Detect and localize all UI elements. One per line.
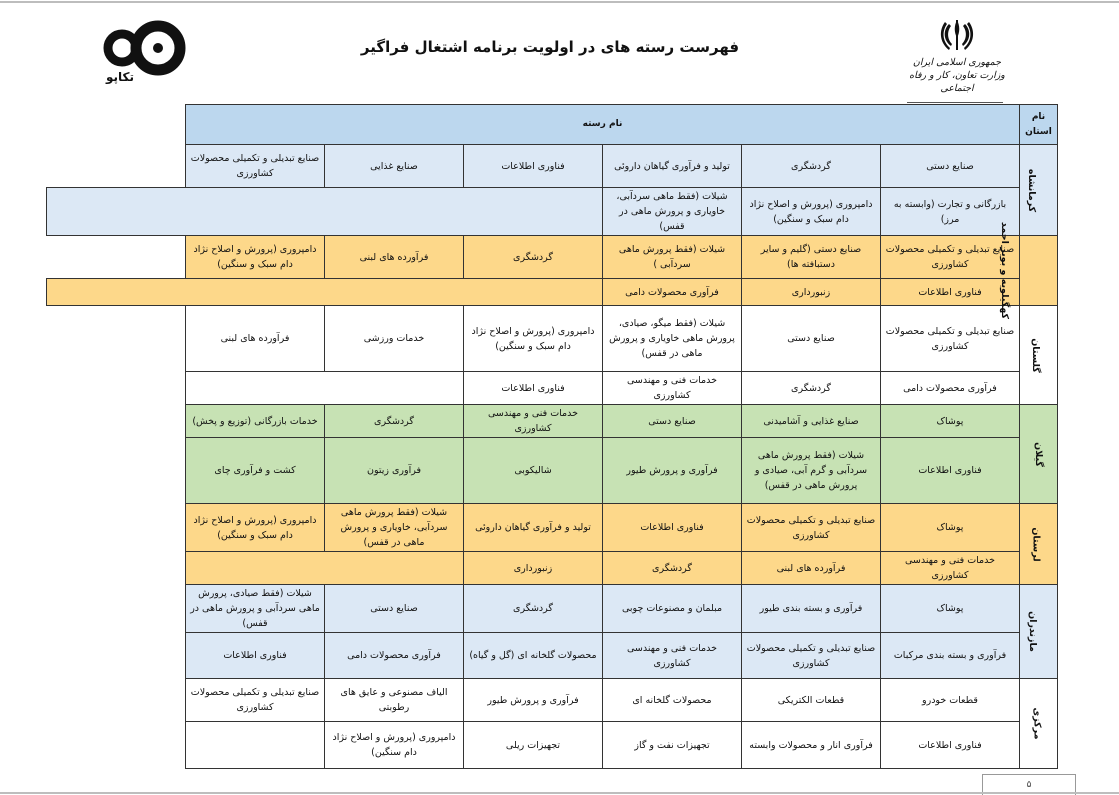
table-row bbox=[47, 552, 1058, 585]
table-cell: گردشگری bbox=[603, 552, 742, 585]
table-cell: گردشگری bbox=[742, 372, 881, 405]
table-cell: تجهیزات نفت و گاز bbox=[603, 722, 742, 769]
table-row bbox=[47, 405, 1058, 438]
top-rule bbox=[0, 1, 1119, 3]
table-cell: صنایع تبدیلی و تکمیلی محصولات کشاورزی bbox=[881, 306, 1020, 372]
table-cell: تولید و فرآوری گیاهان داروئی bbox=[603, 145, 742, 188]
table-cell: خدمات بازرگانی (توزیع و پخش) bbox=[186, 405, 325, 438]
table-cell: شالیکوبی bbox=[464, 438, 603, 504]
table-cell: فرآورده های لبنی bbox=[742, 552, 881, 585]
table-cell: گردشگری bbox=[464, 236, 603, 279]
table-cell: بازرگانی و تجارت (وابسته به مرز) bbox=[881, 188, 1020, 236]
table-cell: فرآورده های لبنی bbox=[325, 236, 464, 279]
table-cell: محصولات گلخانه ای bbox=[603, 679, 742, 722]
province-name: گلستان bbox=[1030, 337, 1042, 373]
table-row bbox=[47, 372, 1058, 405]
table-cell: پوشاک bbox=[881, 585, 1020, 633]
table-cell: فرآوری محصولات دامی bbox=[325, 633, 464, 679]
rasteh-header: نام رسته bbox=[186, 105, 1020, 145]
table-row bbox=[47, 438, 1058, 504]
table-cell: فناوری اطلاعات bbox=[186, 633, 325, 679]
table-cell: کشت و فرآوری چای bbox=[186, 438, 325, 504]
table-cell: تجهیزات ریلی bbox=[464, 722, 603, 769]
table-cell: شیلات (فقط پرورش ماهی سردآبی، خاویاری و پرورش ماهی در قفس) bbox=[325, 504, 464, 552]
ministry-underline bbox=[907, 102, 1003, 103]
bottom-rule bbox=[0, 792, 1119, 794]
rasteh-table bbox=[46, 104, 1058, 769]
table-cell: فرآوری و پرورش طیور bbox=[464, 679, 603, 722]
table-cell bbox=[47, 279, 603, 306]
province-name: مرکزی bbox=[1031, 707, 1043, 740]
table-cell: دامپروری (پرورش و اصلاح نژاد دام سبک و سنگین) bbox=[464, 306, 603, 372]
province-name: کرمانشاه bbox=[1025, 168, 1037, 212]
table-cell: قطعات خودرو bbox=[881, 679, 1020, 722]
table-row bbox=[47, 633, 1058, 679]
table-cell: صنایع دستی (گلیم و سایر دستبافته ها) bbox=[742, 236, 881, 279]
table-cell: فناوری اطلاعات bbox=[881, 438, 1020, 504]
table-cell: خدمات ورزشی bbox=[325, 306, 464, 372]
province-cell bbox=[998, 221, 1058, 320]
table-cell: دامپروری (پرورش و اصلاح نژاد دام سنگین) bbox=[325, 722, 464, 769]
province-cell bbox=[1020, 145, 1058, 236]
table-cell: دامپروری (پرورش و اصلاح نژاد دام سبک و سنگین) bbox=[186, 504, 325, 552]
province-name: گیلان bbox=[1032, 441, 1044, 467]
province-name: کهگیلویه و بویر احمد bbox=[998, 221, 1010, 320]
table-cell: زنبورداری bbox=[464, 552, 603, 585]
table-row bbox=[47, 236, 1058, 279]
table-cell: صنایع دستی bbox=[742, 306, 881, 372]
table-cell: صنایع غذایی bbox=[325, 145, 464, 188]
table-cell bbox=[47, 188, 603, 236]
table-cell bbox=[186, 372, 464, 405]
province-cell bbox=[1020, 405, 1058, 504]
table-cell: صنایع تبدیلی و تکمیلی محصولات کشاورزی bbox=[186, 679, 325, 722]
table-row bbox=[47, 188, 1058, 236]
table-row bbox=[47, 279, 1058, 306]
table-cell: صنایع تبدیلی و تکمیلی محصولات کشاورزی bbox=[881, 236, 1020, 279]
table-cell: فرآوری محصولات دامی bbox=[881, 372, 1020, 405]
ministry-line-1: جمهوری اسلامی ایران bbox=[912, 57, 1002, 68]
table-cell: صنایع تبدیلی و تکمیلی محصولات کشاورزی bbox=[742, 633, 881, 679]
logo-text: تکاپو bbox=[105, 70, 135, 84]
table-cell: فناوری اطلاعات bbox=[464, 145, 603, 188]
table-cell: شیلات (فقط صیادی، پرورش ماهی سردآبی و پرورش ماهی در قفس) bbox=[186, 585, 325, 633]
table-cell: گردشگری bbox=[742, 145, 881, 188]
table-cell: فناوری اطلاعات bbox=[881, 722, 1020, 769]
table-cell: دامپروری (پرورش و اصلاح نژاد دام سبک و سنگین) bbox=[742, 188, 881, 236]
table-cell: شیلات (فقط میگو، صیادی، پرورش ماهی خاویاری و پرورش ماهی در قفس) bbox=[603, 306, 742, 372]
table-cell: فرآوری زیتون bbox=[325, 438, 464, 504]
table-cell: زنبورداری bbox=[742, 279, 881, 306]
table-cell: صنایع دستی bbox=[881, 145, 1020, 188]
province-name: لرستان bbox=[1030, 526, 1042, 562]
table-row bbox=[47, 504, 1058, 552]
province-name: مازندران bbox=[1027, 611, 1039, 652]
table-cell: فرآوری محصولات دامی bbox=[603, 279, 742, 306]
table-cell bbox=[186, 722, 325, 769]
table-cell: پوشاک bbox=[881, 504, 1020, 552]
ministry-line-2: وزارت تعاون، کار و رفاه اجتماعی bbox=[909, 70, 1005, 94]
table-cell: فرآوری و بسته بندی مرکبات bbox=[881, 633, 1020, 679]
table-cell: شیلات (فقط پرورش ماهی سردآبی ) bbox=[603, 236, 742, 279]
table-row bbox=[47, 679, 1058, 722]
province-cell bbox=[1020, 306, 1058, 405]
table-cell: فناوری اطلاعات bbox=[464, 372, 603, 405]
table-row bbox=[47, 145, 1058, 188]
province-header: نام استان bbox=[1020, 105, 1058, 145]
table-cell bbox=[186, 552, 464, 585]
page-title: فهرست رسته های در اولویت برنامه اشتغال فراگیر bbox=[360, 38, 740, 56]
table-cell: صنایع دستی bbox=[325, 585, 464, 633]
table-cell: صنایع غذایی و آشامیدنی bbox=[742, 405, 881, 438]
table-cell: الیاف مصنوعی و عایق های رطوبتی bbox=[325, 679, 464, 722]
iran-emblem-icon bbox=[937, 18, 977, 52]
table-cell: دامپروری (پرورش و اصلاح نژاد دام سبک و سنگین) bbox=[186, 236, 325, 279]
table-cell: صنایع دستی bbox=[603, 405, 742, 438]
province-cell bbox=[1020, 504, 1058, 585]
table-row bbox=[47, 306, 1058, 372]
table-cell: گردشگری bbox=[325, 405, 464, 438]
table-cell: خدمات فنی و مهندسی کشاورزی bbox=[464, 405, 603, 438]
table-cell: تولید و فرآوری گیاهان داروئی bbox=[464, 504, 603, 552]
table-cell: قطعات الکتریکی bbox=[742, 679, 881, 722]
table-cell: فرآوری انار و محصولات وابسته bbox=[742, 722, 881, 769]
table-cell: فناوری اطلاعات bbox=[881, 279, 1020, 306]
table-cell: گردشگری bbox=[464, 585, 603, 633]
table-cell: فناوری اطلاعات bbox=[603, 504, 742, 552]
table-row bbox=[47, 722, 1058, 769]
table-cell: مبلمان و مصنوعات چوبی bbox=[603, 585, 742, 633]
table-cell: شیلات (فقط پرورش ماهی سردآبی و گرم آبی، صیادی و پرورش ماهی در قفس) bbox=[742, 438, 881, 504]
table-cell: محصولات گلخانه ای (گل و گیاه) bbox=[464, 633, 603, 679]
province-cell bbox=[1020, 585, 1058, 679]
ministry-logo bbox=[897, 18, 1017, 103]
table-cell: فرآوری و بسته بندی طیور bbox=[742, 585, 881, 633]
table-cell: صنایع تبدیلی و تکمیلی محصولات کشاورزی bbox=[186, 145, 325, 188]
table-cell: فرآورده های لبنی bbox=[186, 306, 325, 372]
table-cell: خدمات فنی و مهندسی کشاورزی bbox=[603, 372, 742, 405]
table-cell: صنایع تبدیلی و تکمیلی محصولات کشاورزی bbox=[742, 504, 881, 552]
table-cell: پوشاک bbox=[881, 405, 1020, 438]
province-cell bbox=[1020, 679, 1058, 769]
table-row bbox=[47, 585, 1058, 633]
table-cell: خدمات فنی و مهندسی کشاورزی bbox=[881, 552, 1020, 585]
table-cell: شیلات (فقط ماهی سردآبی، خاویاری و پرورش ماهی در قفس) bbox=[603, 188, 742, 236]
table-cell: فرآوری و پرورش طیور bbox=[603, 438, 742, 504]
page-number: ۵ bbox=[982, 774, 1076, 795]
table-cell: خدمات فنی و مهندسی کشاورزی bbox=[603, 633, 742, 679]
